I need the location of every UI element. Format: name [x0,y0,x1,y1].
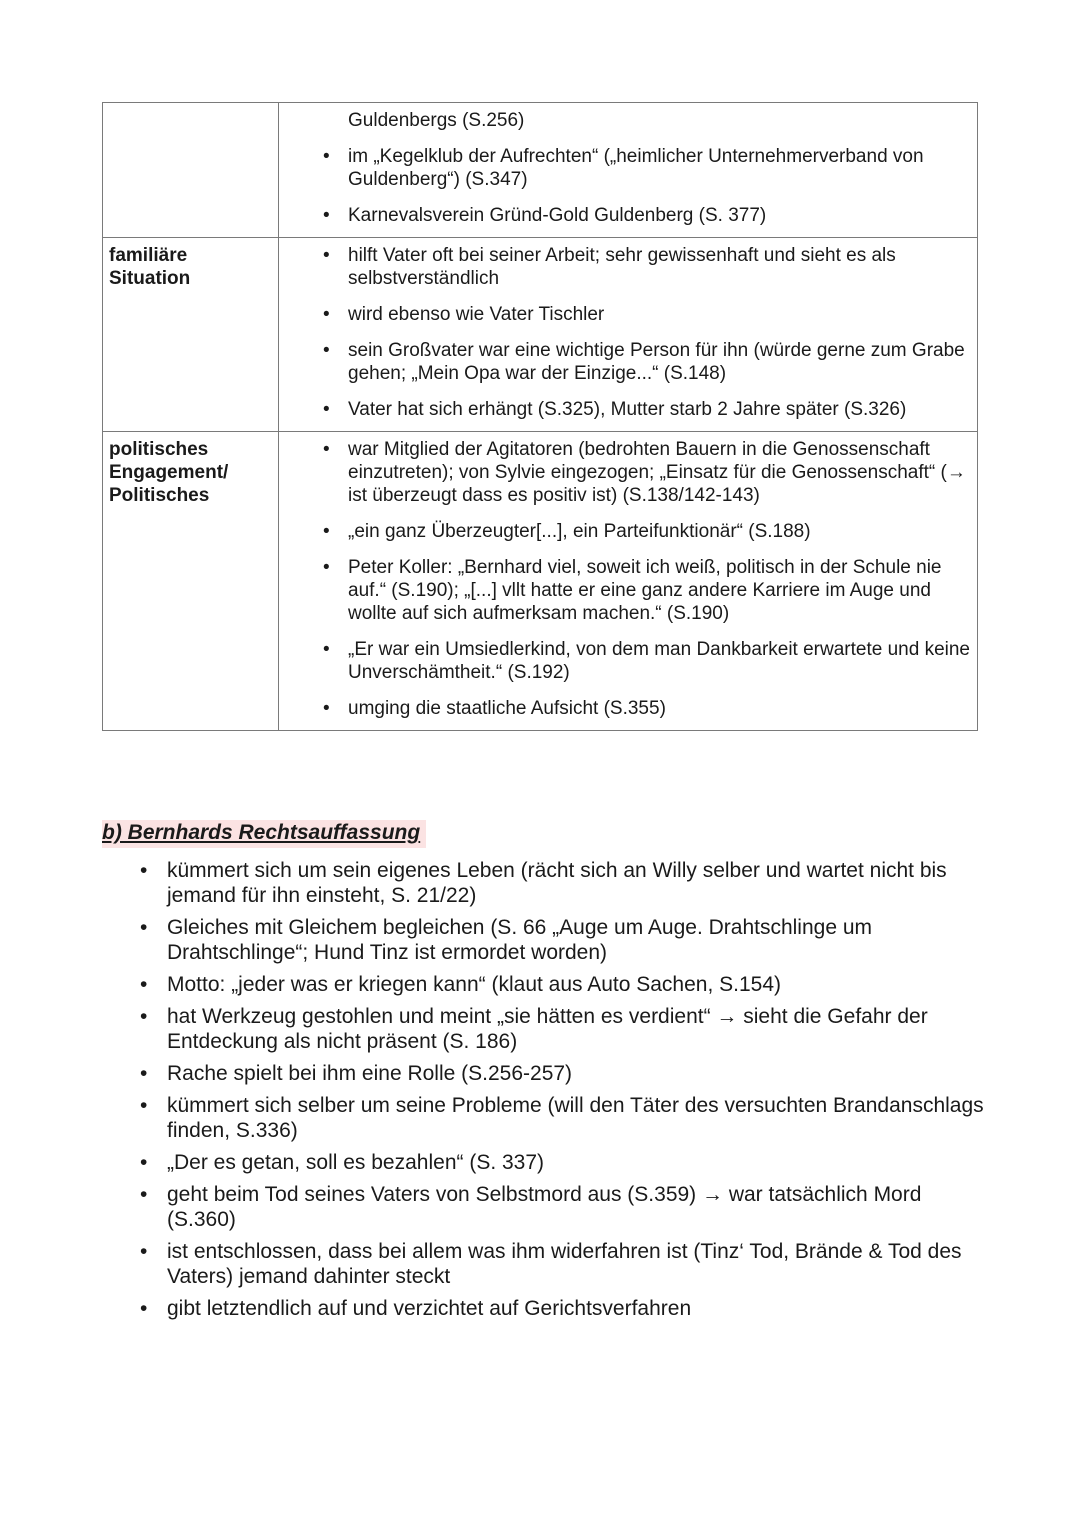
bullet-icon: • [323,439,330,460]
list-item [279,244,977,290]
table-row [103,103,978,238]
bullet-icon: • [140,1183,148,1206]
bullet-icon: • [323,304,330,325]
list-item-text: Guldenbergs (S.256) [348,110,525,131]
list-item-text: „ein ganz Überzeugter[...], ein Parteifunktionär“ (S.188) [348,521,811,542]
bullet-icon: • [323,245,330,266]
list-item [102,1296,992,1321]
bullet-icon: • [140,973,148,996]
list-item [102,972,992,997]
bullet-icon: • [323,698,330,719]
row-content-cell [279,432,978,731]
list-item [279,145,977,191]
rechtsauffassung-list [102,858,992,1328]
list-item [279,303,977,326]
list-item [102,1093,992,1143]
list-item [279,109,977,132]
bullet-icon: • [323,399,330,420]
list-item [279,638,977,684]
section-heading: b) Bernhards Rechtsauffassung [102,820,426,848]
list-item-text: Rache spielt bei ihm eine Rolle (S.256-257) [167,1062,573,1085]
row-label [103,103,278,109]
list-item-text: hilft Vater oft bei seiner Arbeit; sehr gewissenhaft und sieht es als selbstverständlich [348,245,896,289]
list-item-text: „Der es getan, soll es bezahlen“ (S. 337) [167,1151,545,1174]
bullet-icon: • [140,1297,148,1320]
table-row [103,238,978,432]
bullet-icon: • [140,1094,148,1117]
list-item-text: „Er war ein Umsiedlerkind, von dem man Dankbarkeit erwartete und keine Unverschämtheit.“ (S.192) [348,639,970,683]
row-label-cell [103,432,279,731]
row-label-cell [103,238,279,432]
list-item-text: sein Großvater war eine wichtige Person für ihn (würde gerne zum Grabe gehen; „Mein Opa war der Einzige...“ (S.148) [348,340,965,384]
bullet-icon: • [323,340,330,361]
list-item [102,915,992,965]
row-bullet-list [279,238,977,431]
list-item [279,556,977,625]
list-item-text: Karnevalsverein Gründ-Gold Guldenberg (S. 377) [348,205,767,226]
list-item [279,398,977,421]
row-label: politisches Engagement/ Politisches [109,439,229,506]
row-bullet-list [279,103,977,237]
list-item [102,858,992,908]
row-content-cell [279,103,978,238]
bullet-icon: • [140,916,148,939]
list-item [102,1150,992,1175]
list-item-text: gibt letztendlich auf und verzichtet auf Gerichtsverfahren [167,1297,692,1320]
bullet-icon: • [323,146,330,167]
list-item-text: hat Werkzeug gestohlen und meint „sie hätten es verdient“ → sieht die Gefahr der Entdeckung als nicht präsent (S. 186) [167,1005,928,1053]
row-bullet-list [279,432,977,730]
bullet-icon: • [323,557,330,578]
list-item [102,1239,992,1289]
bullet-icon: • [323,521,330,542]
list-item [102,1182,992,1232]
bullet-icon: • [140,1151,148,1174]
list-item-text: wird ebenso wie Vater Tischler [348,304,605,325]
list-item-text: kümmert sich selber um seine Probleme (will den Täter des versuchten Brandanschlags finden, S.336) [167,1094,984,1142]
bullet-icon: • [323,639,330,660]
list-item [279,438,977,507]
list-item-text: war Mitglied der Agitatoren (bedrohten Bauern in die Genossenschaft einzutreten); von Sylvie eingezogen; „Einsatz für die Genossenschaft“ (→ ist überzeugt dass es positiv ist) (S.138/142-143) [348,439,966,506]
table-row [103,432,978,731]
list-item [102,1061,992,1086]
bullet-icon: • [140,1062,148,1085]
list-item [279,204,977,227]
list-item-text: im „Kegelklub der Aufrechten“ („heimlicher Unternehmerverband von Guldenberg“) (S.347) [348,146,924,190]
bullet-icon: • [323,205,330,226]
list-item-text: geht beim Tod seines Vaters von Selbstmord aus (S.359) → war tatsächlich Mord (S.360) [167,1183,922,1231]
row-label-cell [103,103,279,238]
list-item [279,520,977,543]
row-content-cell [279,238,978,432]
list-item-text: ist entschlossen, dass bei allem was ihm widerfahren ist (Tinz‘ Tod, Brände & Tod des Vaters) jemand dahinter steckt [167,1240,962,1288]
list-item-text: Vater hat sich erhängt (S.325), Mutter starb 2 Jahre später (S.326) [348,399,907,420]
list-item-text: Motto: „jeder was er kriegen kann“ (klaut aus Auto Sachen, S.154) [167,973,781,996]
bullet-icon: • [140,1240,148,1263]
list-item [102,1004,992,1054]
row-label: familiäre Situation [109,245,191,289]
bullet-icon: • [140,859,148,882]
list-item-text: umging die staatliche Aufsicht (S.355) [348,698,666,719]
list-item-text: Gleiches mit Gleichem begleichen (S. 66 „Auge um Auge. Drahtschlinge um Drahtschlinge“; Hund Tinz ist ermordet worden) [167,916,873,964]
list-item-text: Peter Koller: „Bernhard viel, soweit ich weiß, politisch in der Schule nie auf.“ (S.190); „[...] vllt hatte er eine ganz andere Karriere im Auge und wollte auf sich aufmerksam machen.“ (S.190) [348,557,942,624]
bullet-icon: • [140,1005,148,1028]
list-item-text: kümmert sich um sein eigenes Leben (rächt sich an Willy selber und wartet nicht bis jemand für ihn einsteht, S. 21/22) [167,859,947,907]
list-item [279,339,977,385]
character-table [102,102,978,731]
list-item [279,697,977,720]
